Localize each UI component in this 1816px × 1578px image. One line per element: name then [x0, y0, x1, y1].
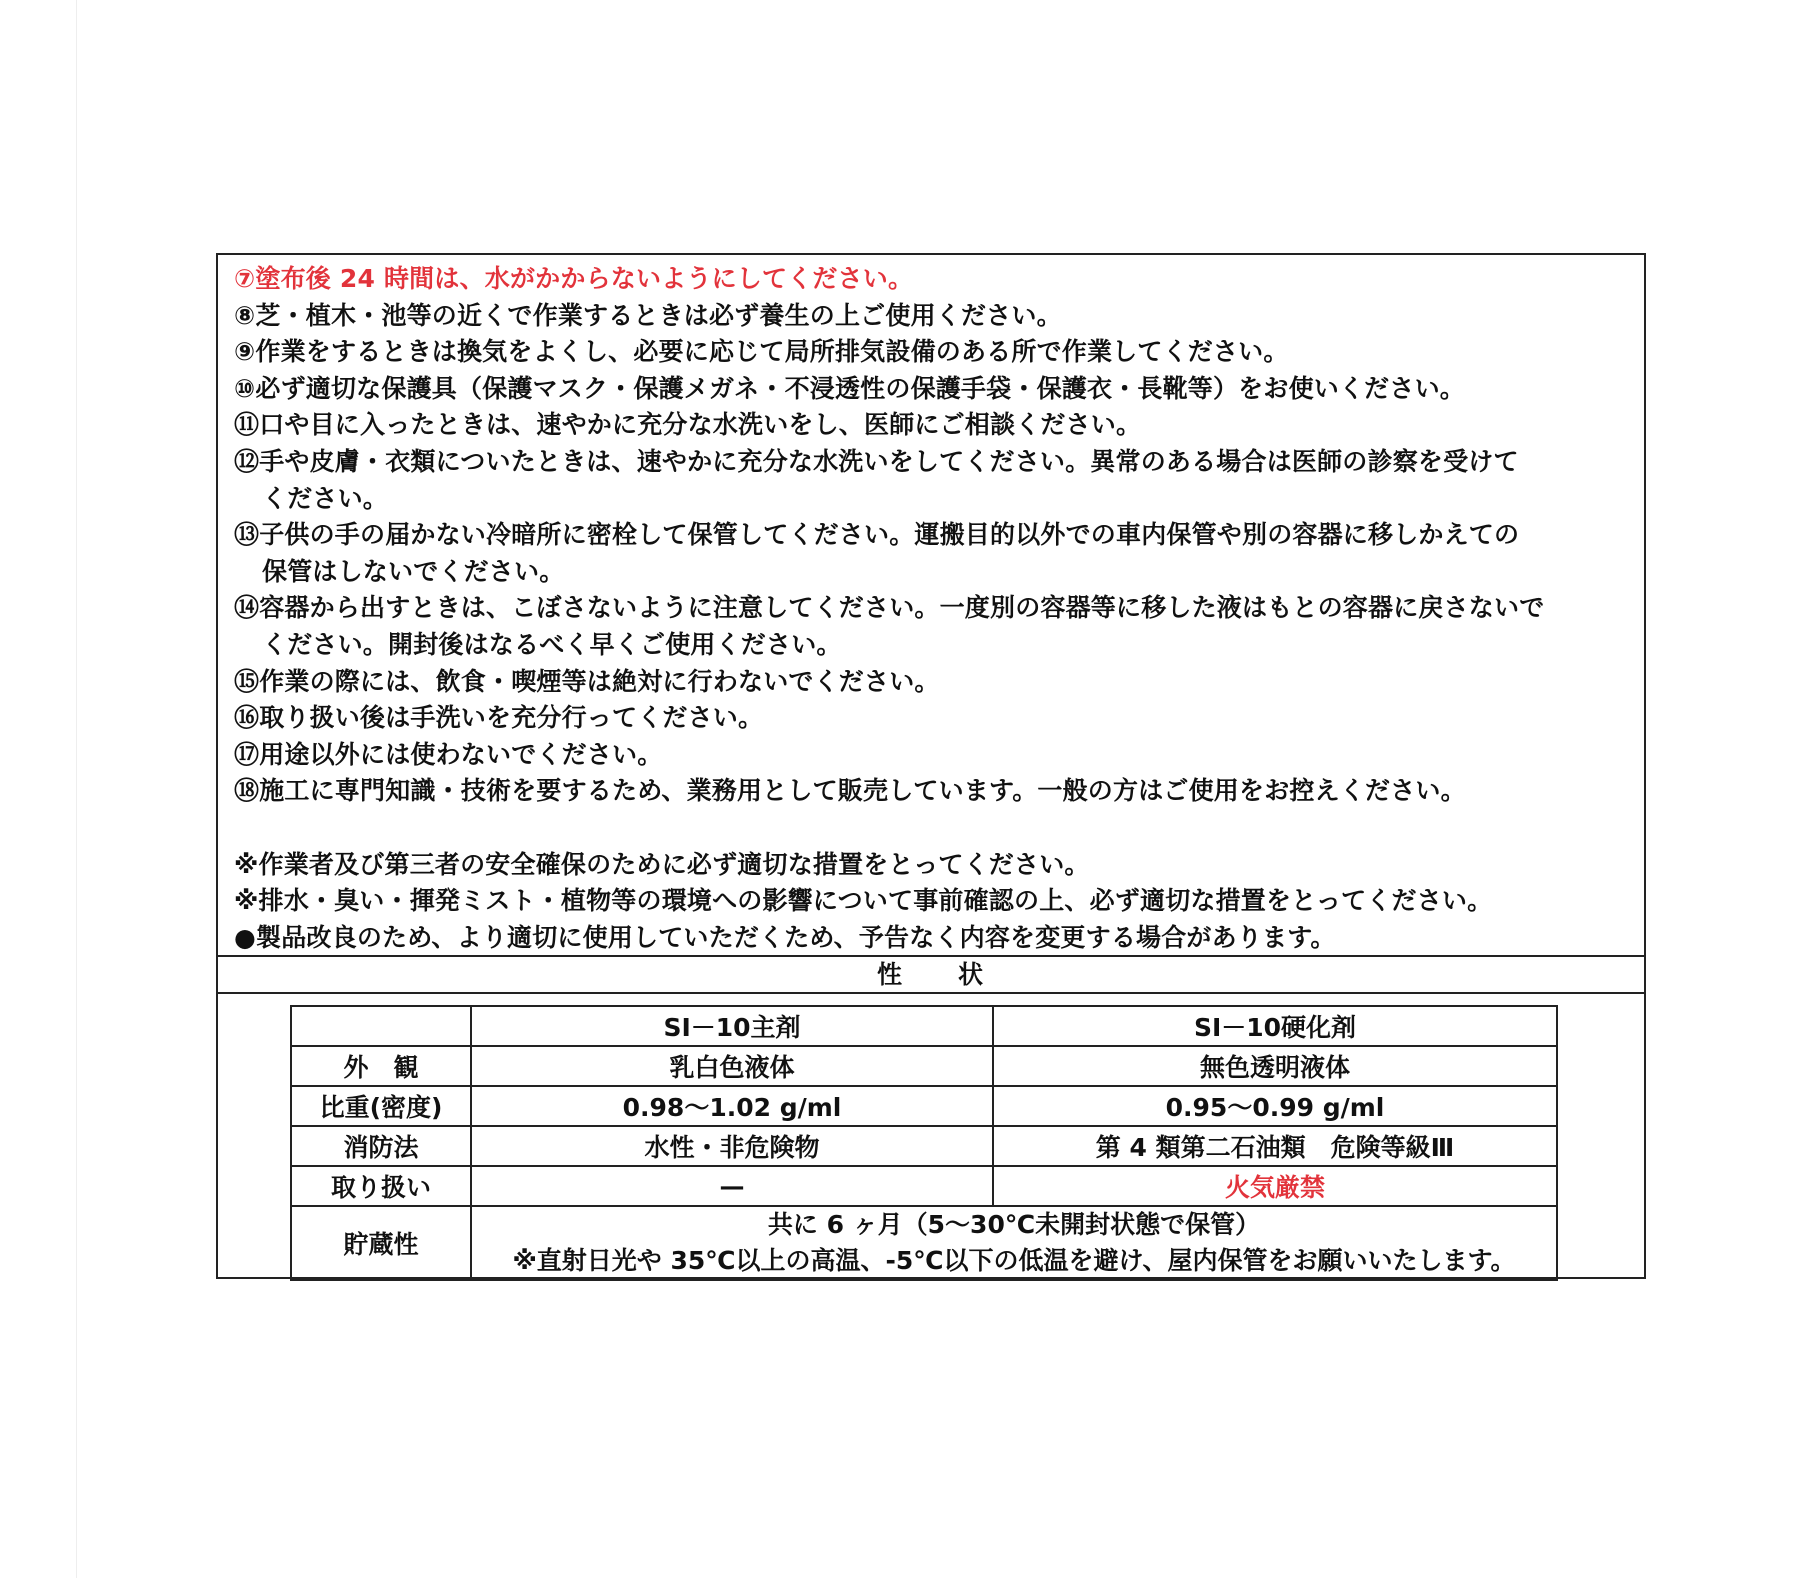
- table-header-row: [291, 1006, 1557, 1046]
- row-label: 取り扱い: [291, 1166, 471, 1206]
- remark-product-change: ●製品改良のため、より適切に使用していただくため、予告なく内容を変更する場合があります。: [234, 922, 1336, 952]
- note-item-7: ⑦塗布後 24 時間は、水がかからないようにしてください。: [234, 264, 914, 293]
- note-item-12-continued: ください。: [262, 483, 389, 513]
- table-row-storage: [291, 1206, 1557, 1280]
- cell-hardener: 無色透明液体: [993, 1046, 1557, 1086]
- table-header-hardener: SI－10硬化剤: [993, 1006, 1557, 1046]
- row-label: 外 観: [291, 1046, 471, 1086]
- table-row-appearance: [291, 1046, 1557, 1086]
- remark-safety: ※作業者及び第三者の安全確保のために必ず適切な措置をとってください。: [234, 849, 1090, 879]
- note-item-10: ⑩必ず適切な保護具（保護マスク・保護メガネ・不浸透性の保護手袋・保護衣・長靴等）をお使いください。: [234, 373, 1465, 403]
- table-header-main-agent: SI－10主剤: [471, 1006, 993, 1046]
- note-item-17: ⑰用途以外には使わないでください。: [234, 739, 663, 769]
- cell-hardener: 0.95～0.99 g/ml: [993, 1086, 1557, 1126]
- note-item-14-continued: ください。開封後はなるべく早くご使用ください。: [262, 629, 842, 659]
- note-item-13-continued: 保管はしないでください。: [262, 556, 565, 586]
- note-item-14: ⑭容器から出すときは、こぼさないように注意してください。一度別の容器等に移した液はもとの容器に戻さないで: [234, 593, 1545, 623]
- page-edge-line: [76, 0, 77, 1578]
- table-row-fire-law: [291, 1126, 1557, 1166]
- precautions-box: [216, 253, 1646, 1279]
- cell-main-agent: 乳白色液体: [471, 1046, 993, 1086]
- note-item-8: ⑧芝・植木・池等の近くで作業するときは必ず養生の上ご使用ください。: [234, 300, 1062, 330]
- properties-heading: 性 状: [218, 955, 1644, 994]
- cell-hardener: 第 4 類第二石油類 危険等級Ⅲ: [993, 1126, 1557, 1166]
- note-item-12: ⑫手や皮膚・衣類についたときは、速やかに充分な水洗いをしてください。異常のある場合は医師の診察を受けて: [234, 446, 1519, 476]
- cell-main-agent: 水性・非危険物: [471, 1126, 993, 1166]
- cell-storage: [471, 1206, 1557, 1280]
- note-item-13: ⑬子供の手の届かない冷暗所に密栓して保管してください。運搬目的以外での車内保管や別の容器に移しかえての: [234, 520, 1520, 550]
- row-label: 比重(密度): [291, 1086, 471, 1126]
- cell-main-agent: —: [471, 1166, 993, 1206]
- note-item-15: ⑮作業の際には、飲食・喫煙等は絶対に行わないでください。: [234, 666, 940, 696]
- row-label: 貯蔵性: [291, 1206, 471, 1280]
- spacer: [234, 810, 1634, 847]
- precautions-list: [234, 261, 1634, 956]
- cell-main-agent: 0.98～1.02 g/ml: [471, 1086, 993, 1126]
- note-item-16: ⑯取り扱い後は手洗いを充分行ってください。: [234, 703, 764, 733]
- note-item-18: ⑱施工に専門知識・技術を要するため、業務用として販売しています。一般の方はご使用をお控えください。: [234, 776, 1466, 806]
- note-item-9: ⑨作業をするときは換気をよくし、必要に応じて局所排気設備のある所で作業してください。: [234, 337, 1289, 367]
- note-item-11: ⑪口や目に入ったときは、速やかに充分な水洗いをし、医師にご相談ください。: [234, 410, 1142, 440]
- properties-table: [290, 1005, 1558, 1281]
- table-header-blank: [291, 1006, 471, 1046]
- storage-note: ※直射日光や 35℃以上の高温、-5℃以下の低温を避け、屋内保管をお願いいたします。: [512, 1246, 1516, 1275]
- storage-period: 共に 6 ヶ月（5～30℃未開封状態で保管）: [767, 1210, 1261, 1239]
- cell-hardener-warning: 火気厳禁: [993, 1166, 1557, 1206]
- table-row-specific-gravity: [291, 1086, 1557, 1126]
- row-label: 消防法: [291, 1126, 471, 1166]
- remark-environment: ※排水・臭い・揮発ミスト・植物等の環境への影響について事前確認の上、必ず適切な措置をとってください。: [234, 886, 1493, 916]
- table-row-handling: [291, 1166, 1557, 1206]
